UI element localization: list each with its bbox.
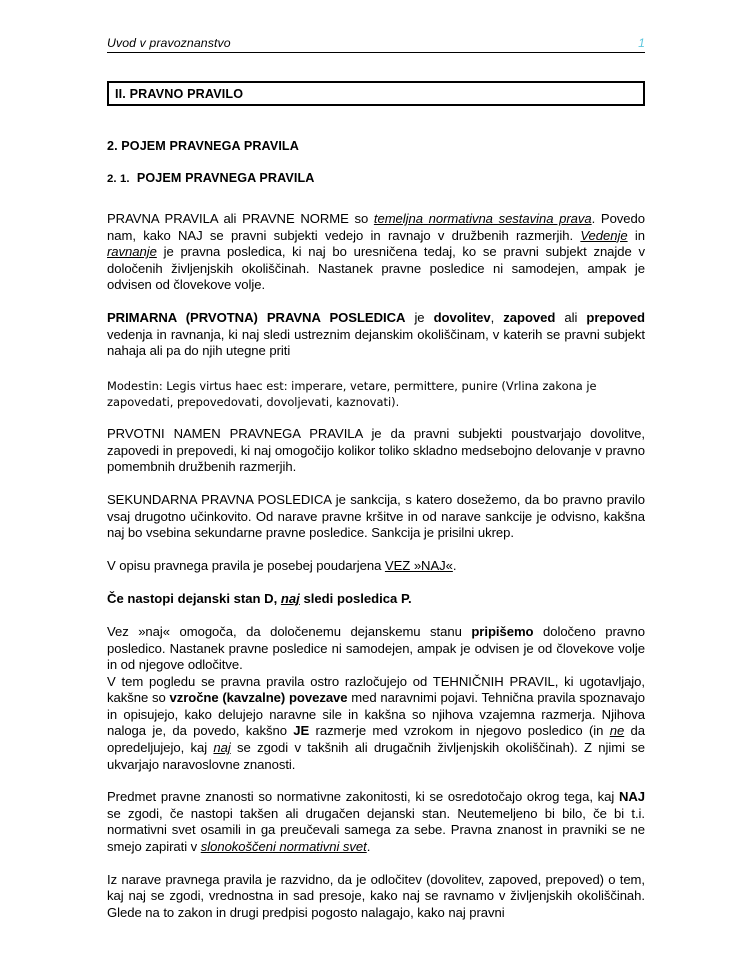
p2-bold-3: zapoved xyxy=(503,309,556,325)
p1-text-3: in xyxy=(627,227,645,243)
p6-underline-1: VEZ »NAJ« xyxy=(384,557,453,573)
p2-text-4: vedenja in ravnanja, ki naj sledi ustreznim dejanskim okoliščinam, v katerih se pravni subjekt nahaja ali pa do njih utegne priti xyxy=(107,326,645,359)
paragraph-attribution xyxy=(107,624,645,674)
p8-text-1: Vez »naj« omogoča, da določenemu dejanskemu stanu xyxy=(107,623,472,639)
p1-text-4: je pravna posledica, ki naj bo uresničena tedaj, ko se pravni subjekt znajde v določenih življenjskih okoliščinah. Nastanek pravne posledice ni samodejen, ampak je odvisen od človekove volje. xyxy=(107,244,645,293)
subsection-number: 2. 1. xyxy=(107,173,130,185)
p9-emphasis-naj: naj xyxy=(213,740,231,756)
subsection-title: POJEM PRAVNEGA PRAVILA xyxy=(136,171,315,185)
paragraph-secondary-consequence: SEKUNDARNA PRAVNA POSLEDICA je sankcija, s katero dosežemo, da bo pravno pravilo vsaj drugotno učinkovito. Od narave pravne kršitve in od narave sankcije je odvisno, kakšna naj bo vsebina sekundarne pravne posledice. Sankcija je prisilni ukrep. xyxy=(107,491,645,541)
p2-bold-4: prepoved xyxy=(586,309,645,325)
p9-text-5: se zgodi v takšnih ali drugačnih življenjskih okoliščinah). Z njimi se ukvarjajo naravoslovne znanosti. xyxy=(107,740,645,772)
p1-emphasis-3: ravnanje xyxy=(107,244,157,260)
p10-bold-naj: NAJ xyxy=(618,789,645,805)
p9-emphasis-ne: ne xyxy=(609,723,625,739)
p9-text-3: razmerje med vzrokom in njegovo posledico (in xyxy=(309,723,610,739)
p10-text-1: Predmet pravne znanosti so normativne zakonitosti, ki se osredotočajo okrog tega, kaj xyxy=(107,789,619,805)
p9-text-4: da opredeljujejo, kaj xyxy=(107,723,645,756)
header-document-title: Uvod v pravoznanstvo xyxy=(107,36,231,50)
paragraph-rule-formula xyxy=(107,591,645,608)
p9-text-2: med naravnimi pojavi. Tehnična pravila spoznavajo in opisujejo, kako delujejo naravne sile in kakšna so njihova vzajemna razmerja. Njihova naloga je, da povedo, kakšno xyxy=(107,690,646,739)
paragraph-modestin-note: Modestin: Legis virtus haec est: imperare, vetare, permittere, punire (Vrlina zakona je zapovedati, prepovedovati, dovoljevati, kaznovati). xyxy=(107,378,597,409)
paragraph-legal-science xyxy=(107,789,645,855)
p6-text-2: . xyxy=(452,557,457,573)
p10-emphasis-1: slonokoščeni normativni svet xyxy=(200,839,367,855)
p10-text-3: . xyxy=(366,839,371,855)
paragraph-definition xyxy=(107,211,645,294)
paragraph-original-purpose: PRVOTNI NAMEN PRAVNEGA PRAVILA je da pravni subjekti poustvarjajo dovolitve, zapovedi in prepovedi, ki naj omogočijo kolikor toliko skladno medsebojno delovanje v pravno pomembnih družbenih razmerjih. xyxy=(107,426,645,475)
p9-bold-2: JE xyxy=(293,723,310,739)
p1-emphasis-1: temeljna normativna sestavina prava xyxy=(373,211,592,226)
p2-bold-2: dovolitev xyxy=(433,309,491,325)
paragraph-decision-nature: Iz narave pravnega pravila je razvidno, da je odločitev (dovolitev, zapoved, prepoved) o tem, kaj naj se zgodi, vrednostna in sad presoje, kako naj se ravnamo v življenjskih okoliščinah. Glede na to zakon in drugi predpisi pogosto nalagajo, kako naj pravni xyxy=(107,871,645,920)
p7-text-2: sledi posledica P. xyxy=(299,591,412,607)
subsection-heading xyxy=(107,171,645,185)
p8-text-2: določeno pravno posledico. Nastanek pravne posledice ni samodejen, ampak je odvisen je od človekove volje in od njegove odločitve. xyxy=(107,623,645,673)
p6-text-1: V opisu pravnega pravila je posebej poudarjena xyxy=(107,557,385,573)
p10-text-2: se zgodi, če nastopi takšen ali drugačen dejanski stan. Neutemeljeno bi bilo, če bi t.i. normativni svet osamili in ga preučevali samega za sebe. Pravna znanost in pravniki se ne smejo zapirati v xyxy=(107,805,645,855)
p1-text-2: . Povedo nam, kako NAJ se pravni subjekti vedejo in ravnajo v družbenih razmerjih. xyxy=(107,211,645,243)
section-heading: 2. POJEM PRAVNEGA PRAVILA xyxy=(107,139,299,153)
p1-text-1: PRAVNA PRAVILA ali PRAVNE NORME so xyxy=(107,211,374,226)
p7-text-1: Če nastopi dejanski stan D, xyxy=(107,591,281,607)
running-header xyxy=(107,36,645,53)
p2-text-2: , xyxy=(490,309,504,325)
p2-bold-1: PRIMARNA (PRVOTNA) PRAVNA POSLEDICA xyxy=(107,309,406,325)
chapter-title-box xyxy=(107,81,645,106)
p1-emphasis-2: Vedenje xyxy=(580,227,628,243)
page-content xyxy=(107,36,645,921)
p9-bold-1: vzročne (kavzalne) povezave xyxy=(169,690,348,706)
p8-bold-1: pripišemo xyxy=(471,623,534,639)
paragraph-technical-rules xyxy=(107,674,645,774)
p9-text-1: V tem pogledu se pravna pravila ostro razločujejo od TEHNIČNIH PRAVIL, ki ugotavljajo, kakšne so xyxy=(107,673,645,706)
p2-text-3: ali xyxy=(555,309,587,325)
header-page-number: 1 xyxy=(638,36,645,50)
paragraph-primary-consequence xyxy=(107,310,645,360)
chapter-title-text: II. PRAVNO PRAVILO xyxy=(115,86,244,101)
paragraph-vez-naj xyxy=(107,558,645,575)
p2-text-1: je xyxy=(405,309,434,325)
p7-emphasis-naj: naj xyxy=(280,591,300,607)
